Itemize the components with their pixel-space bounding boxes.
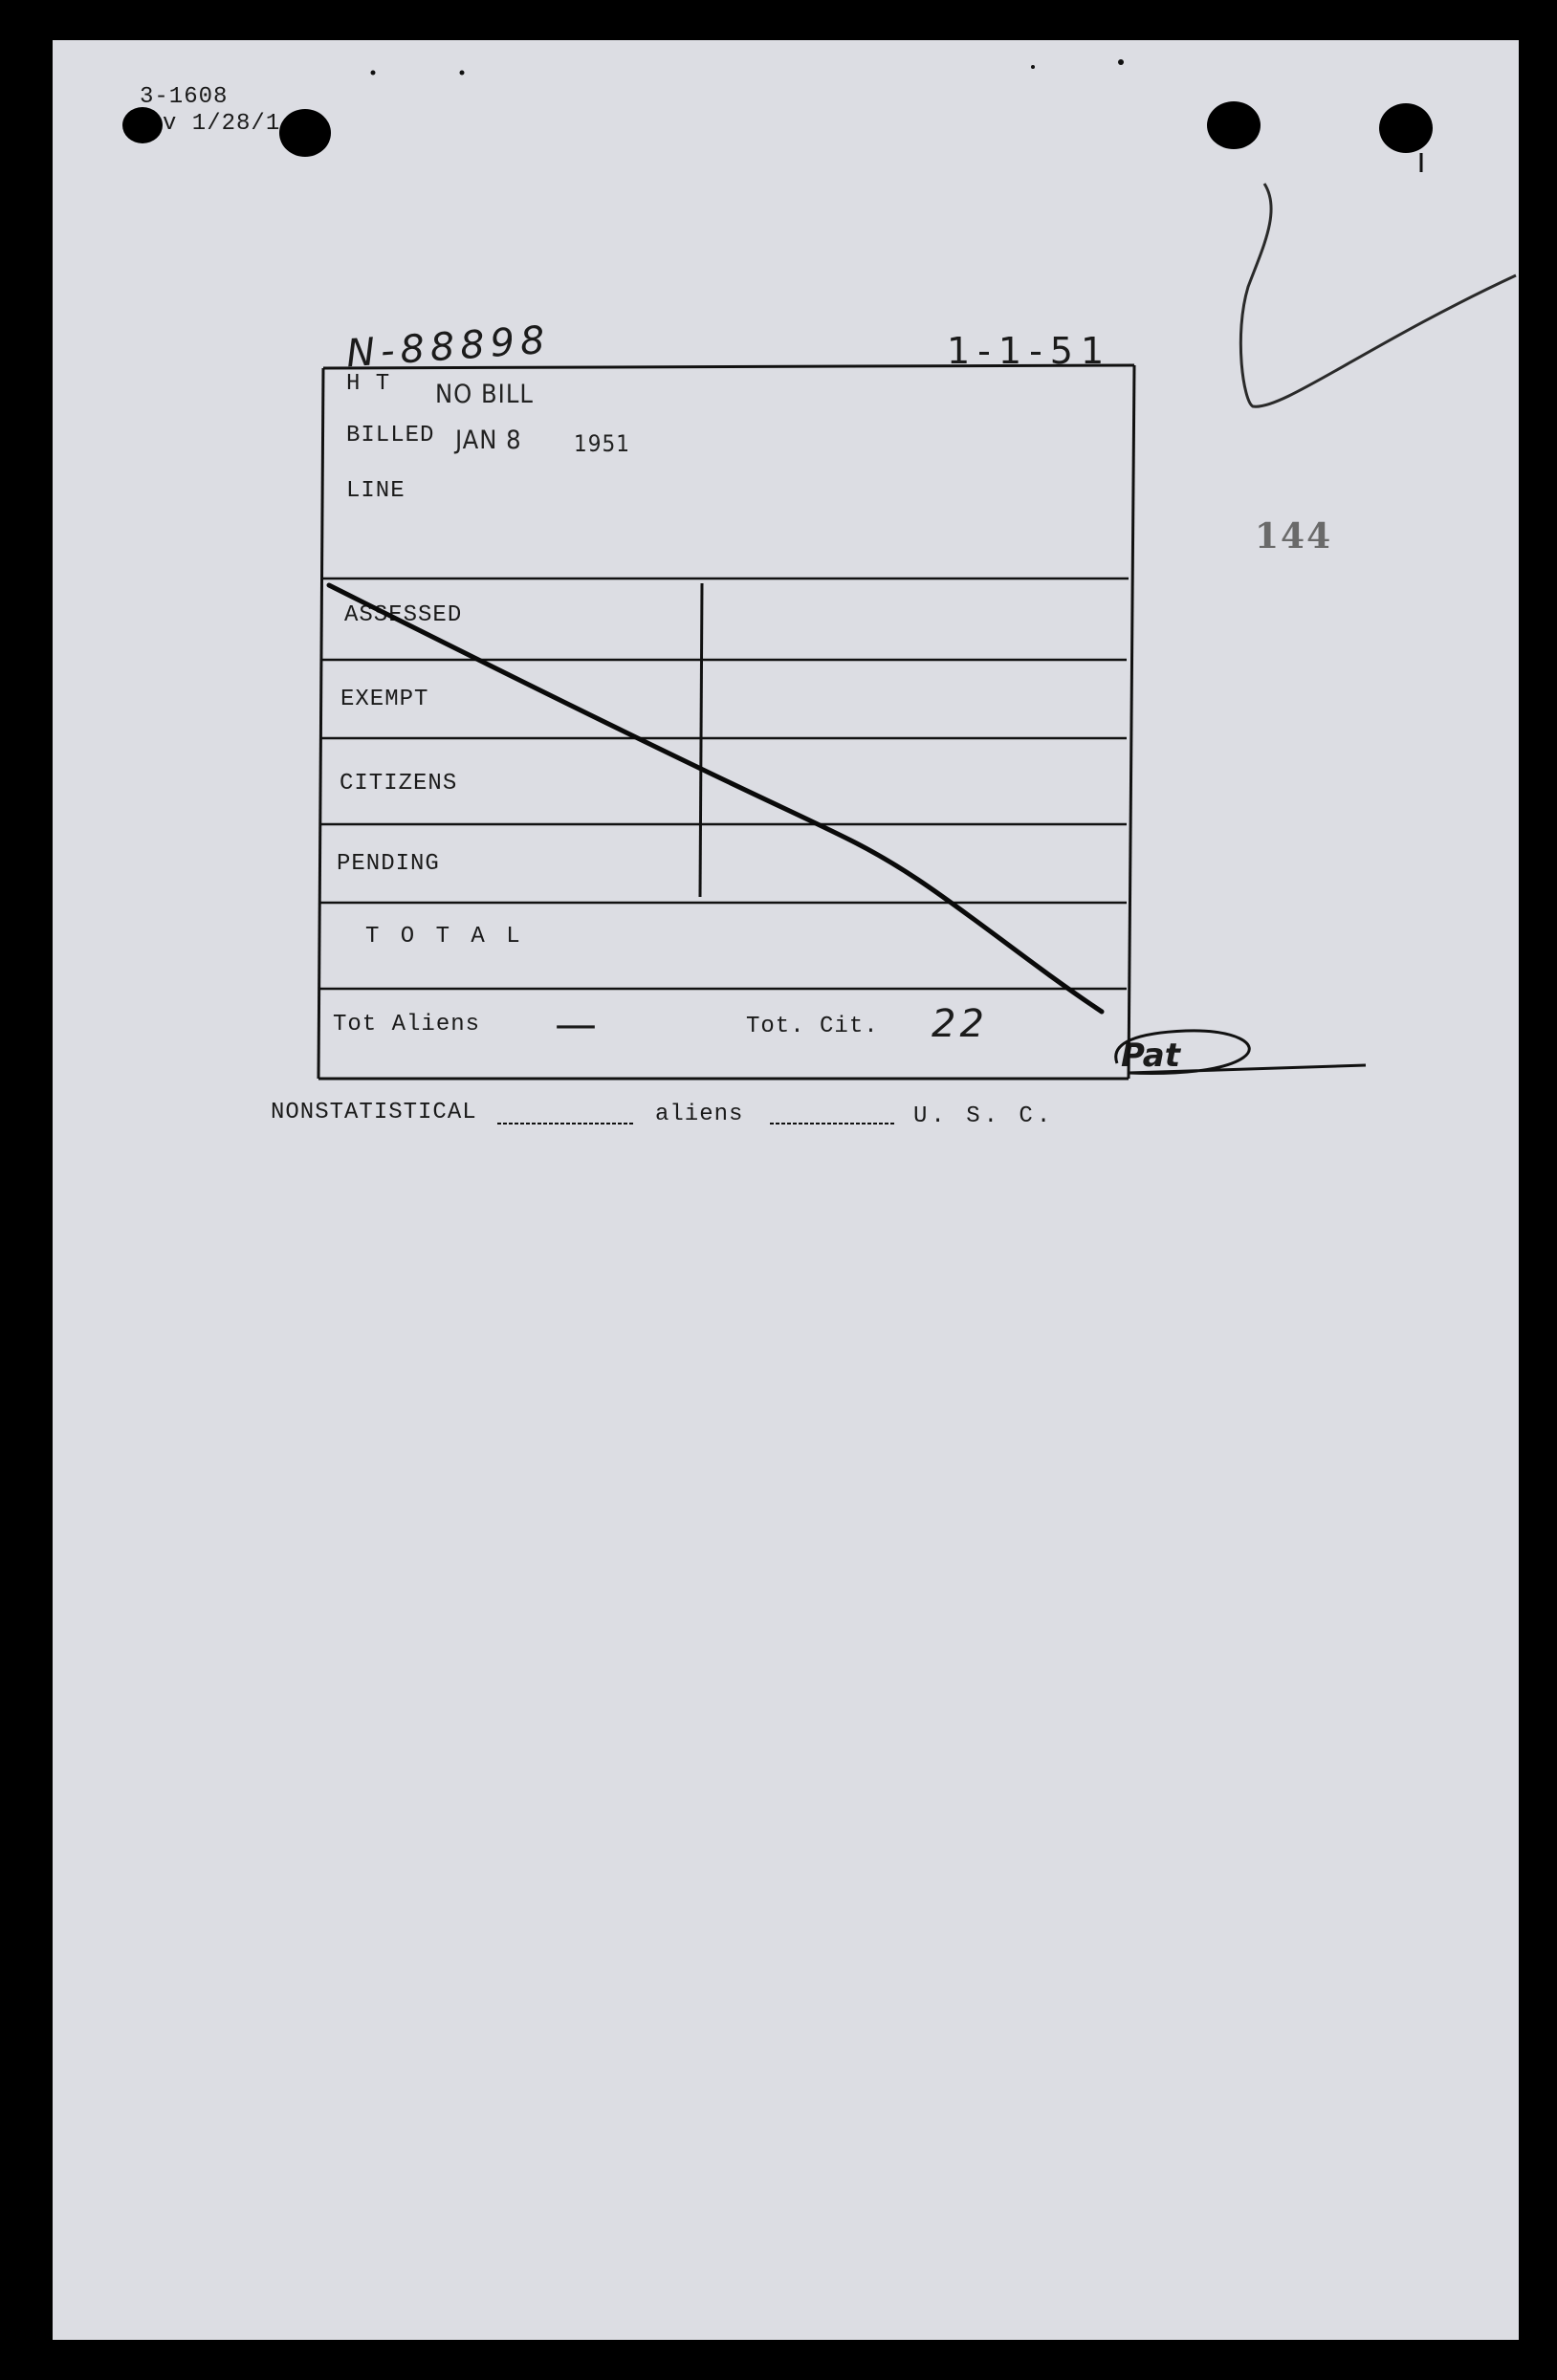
page-number: 144 (1255, 516, 1333, 557)
date-handwritten: 1-1-51 (947, 330, 1112, 372)
usc-label: U. S. C. (913, 1103, 1055, 1129)
ht-label: H T (346, 371, 391, 397)
total-label: T O T A L (365, 924, 524, 950)
initials-stroke (1116, 1031, 1366, 1074)
tot-aliens-label: Tot Aliens (333, 1012, 481, 1037)
margin-check-stroke (1240, 184, 1516, 406)
file-number-handwritten: N-88898 (344, 317, 552, 377)
initials-signature: Pat (1121, 1037, 1180, 1075)
tot-cit-label: Tot. Cit. (746, 1014, 879, 1039)
row-label-exempt: EXEMPT (340, 687, 429, 712)
billed-label: BILLED (346, 423, 435, 448)
cross-out-stroke (329, 585, 1102, 1012)
nonstatistical-label: NONSTATISTICAL (271, 1100, 477, 1125)
billed-year-stamp: 1951 (574, 430, 630, 457)
form-revision: v 1/28/1 (163, 111, 281, 137)
row-label-pending: PENDING (337, 851, 440, 877)
no-bill-stamp: NO BILL (435, 380, 534, 409)
aliens-label: aliens (655, 1102, 744, 1127)
row-label-assessed: ASSESSED (344, 602, 463, 628)
billed-date-stamp: JAN 8 (455, 426, 522, 455)
form-number: 3-1608 (140, 84, 229, 110)
line-label: LINE (346, 478, 406, 504)
tot-cit-value: 22 (932, 1002, 988, 1046)
row-label-citizens: CITIZENS (340, 771, 458, 797)
tot-aliens-value: — (555, 1000, 597, 1049)
